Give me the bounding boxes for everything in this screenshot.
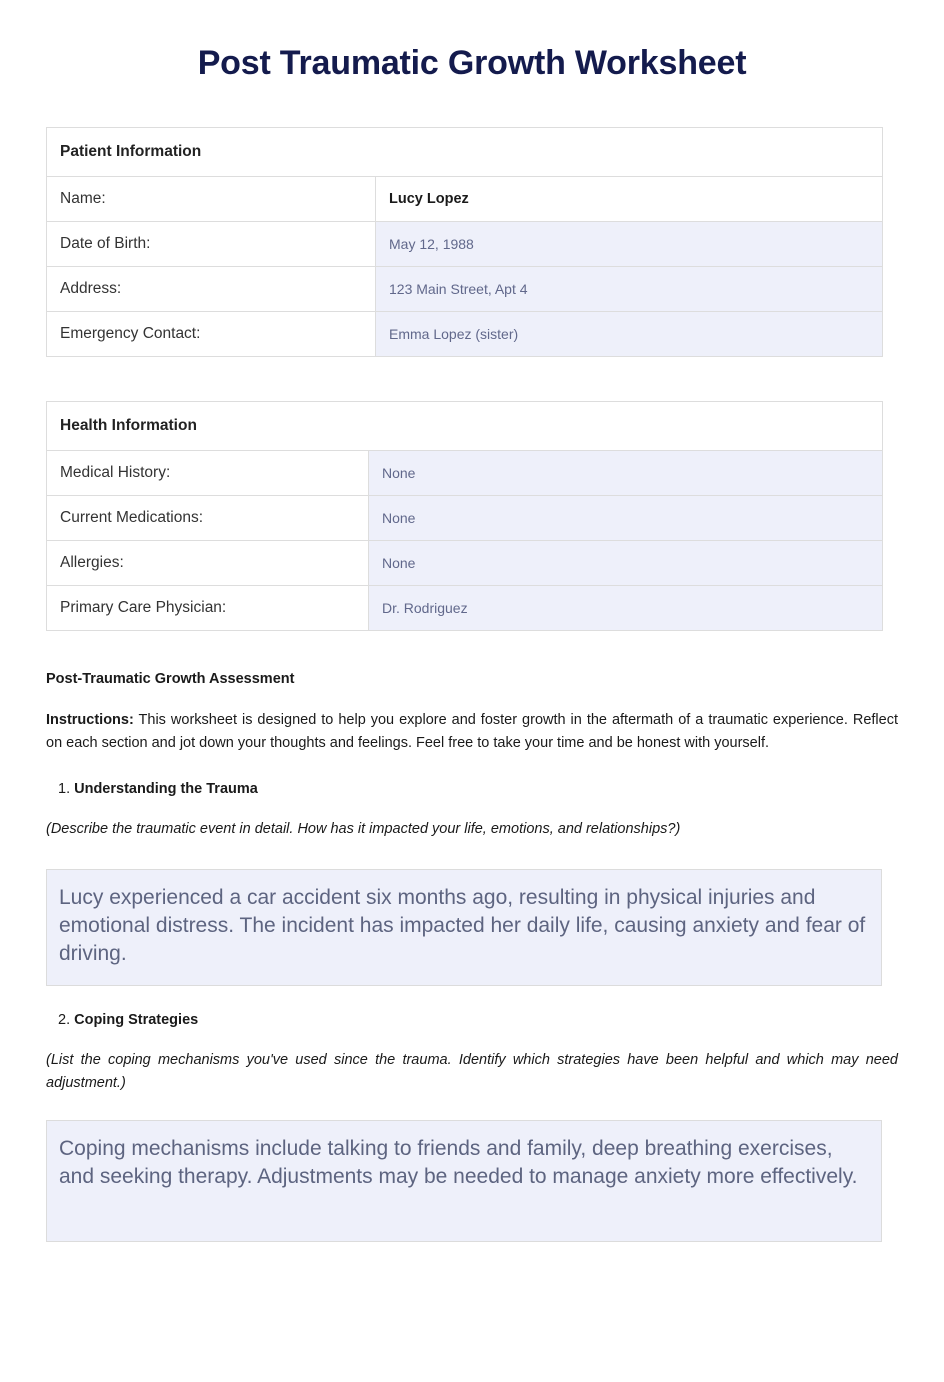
patient-information-table [46,127,883,357]
question-2-label: Coping Strategies [74,1012,199,1028]
question-2-heading [46,1010,898,1030]
table-row [47,222,883,267]
field-value-current-medications[interactable]: None [369,496,883,541]
field-value-primary-care-physician[interactable]: Dr. Rodriguez [369,586,883,631]
health-information-table [46,401,883,631]
instructions-text: This worksheet is designed to help you explore and foster growth in the aftermath of a traumatic experience. Reflect on each section and jot down your thoughts and feelings. Feel free to take your time and be honest with yourself. [46,712,898,751]
table-row [47,451,883,496]
field-label-primary-care-physician: Primary Care Physician: [47,586,369,631]
question-2-prompt: (List the coping mechanisms you've used since the trauma. Identify which strategies have been helpful and which may need adjustment.) [46,1052,898,1091]
question-1-heading [46,779,898,799]
table-section-header-row [47,128,883,177]
question-2-number: 2. [58,1012,71,1028]
field-value-date-of-birth[interactable]: May 12, 1988 [376,222,883,267]
patient-information-header: Patient Information [47,128,883,177]
table-row [47,177,883,222]
field-label-current-medications: Current Medications: [47,496,369,541]
field-value-emergency-contact[interactable]: Emma Lopez (sister) [376,312,883,357]
assessment-heading: Post-Traumatic Growth Assessment [46,671,295,687]
field-value-allergies[interactable]: None [369,541,883,586]
table-section-header-row [47,402,883,451]
question-1-prompt: (Describe the traumatic event in detail. How has it impacted your life, emotions, and relationships?) [46,821,681,837]
field-value-medical-history[interactable]: None [369,451,883,496]
instructions-paragraph [46,709,898,755]
question-1-label: Understanding the Trauma [74,781,258,797]
table-row [47,496,883,541]
instructions-label: Instructions: [46,712,134,728]
field-label-emergency-contact: Emergency Contact: [47,312,376,357]
field-label-name: Name: [47,177,376,222]
page-title: Post Traumatic Growth Worksheet [197,44,747,82]
table-row [47,586,883,631]
table-row [47,312,883,357]
assessment-section [46,669,898,1242]
table-row [47,267,883,312]
field-value-name[interactable]: Lucy Lopez [376,177,883,222]
field-label-address: Address: [47,267,376,312]
field-value-address[interactable]: 123 Main Street, Apt 4 [376,267,883,312]
question-1-number: 1. [58,781,71,797]
table-row [47,541,883,586]
question-2-answer-field[interactable]: Coping mechanisms include talking to friends and family, deep breathing exercises, and seeking therapy. Adjustments may be needed to manage anxiety more effectively. [46,1120,882,1242]
field-label-date-of-birth: Date of Birth: [47,222,376,267]
field-label-medical-history: Medical History: [47,451,369,496]
question-1-answer-field[interactable]: Lucy experienced a car accident six months ago, resulting in physical injuries and emotional distress. The incident has impacted her daily life, causing anxiety and fear of driving. [46,869,882,986]
field-label-allergies: Allergies: [47,541,369,586]
health-information-header: Health Information [47,402,883,451]
